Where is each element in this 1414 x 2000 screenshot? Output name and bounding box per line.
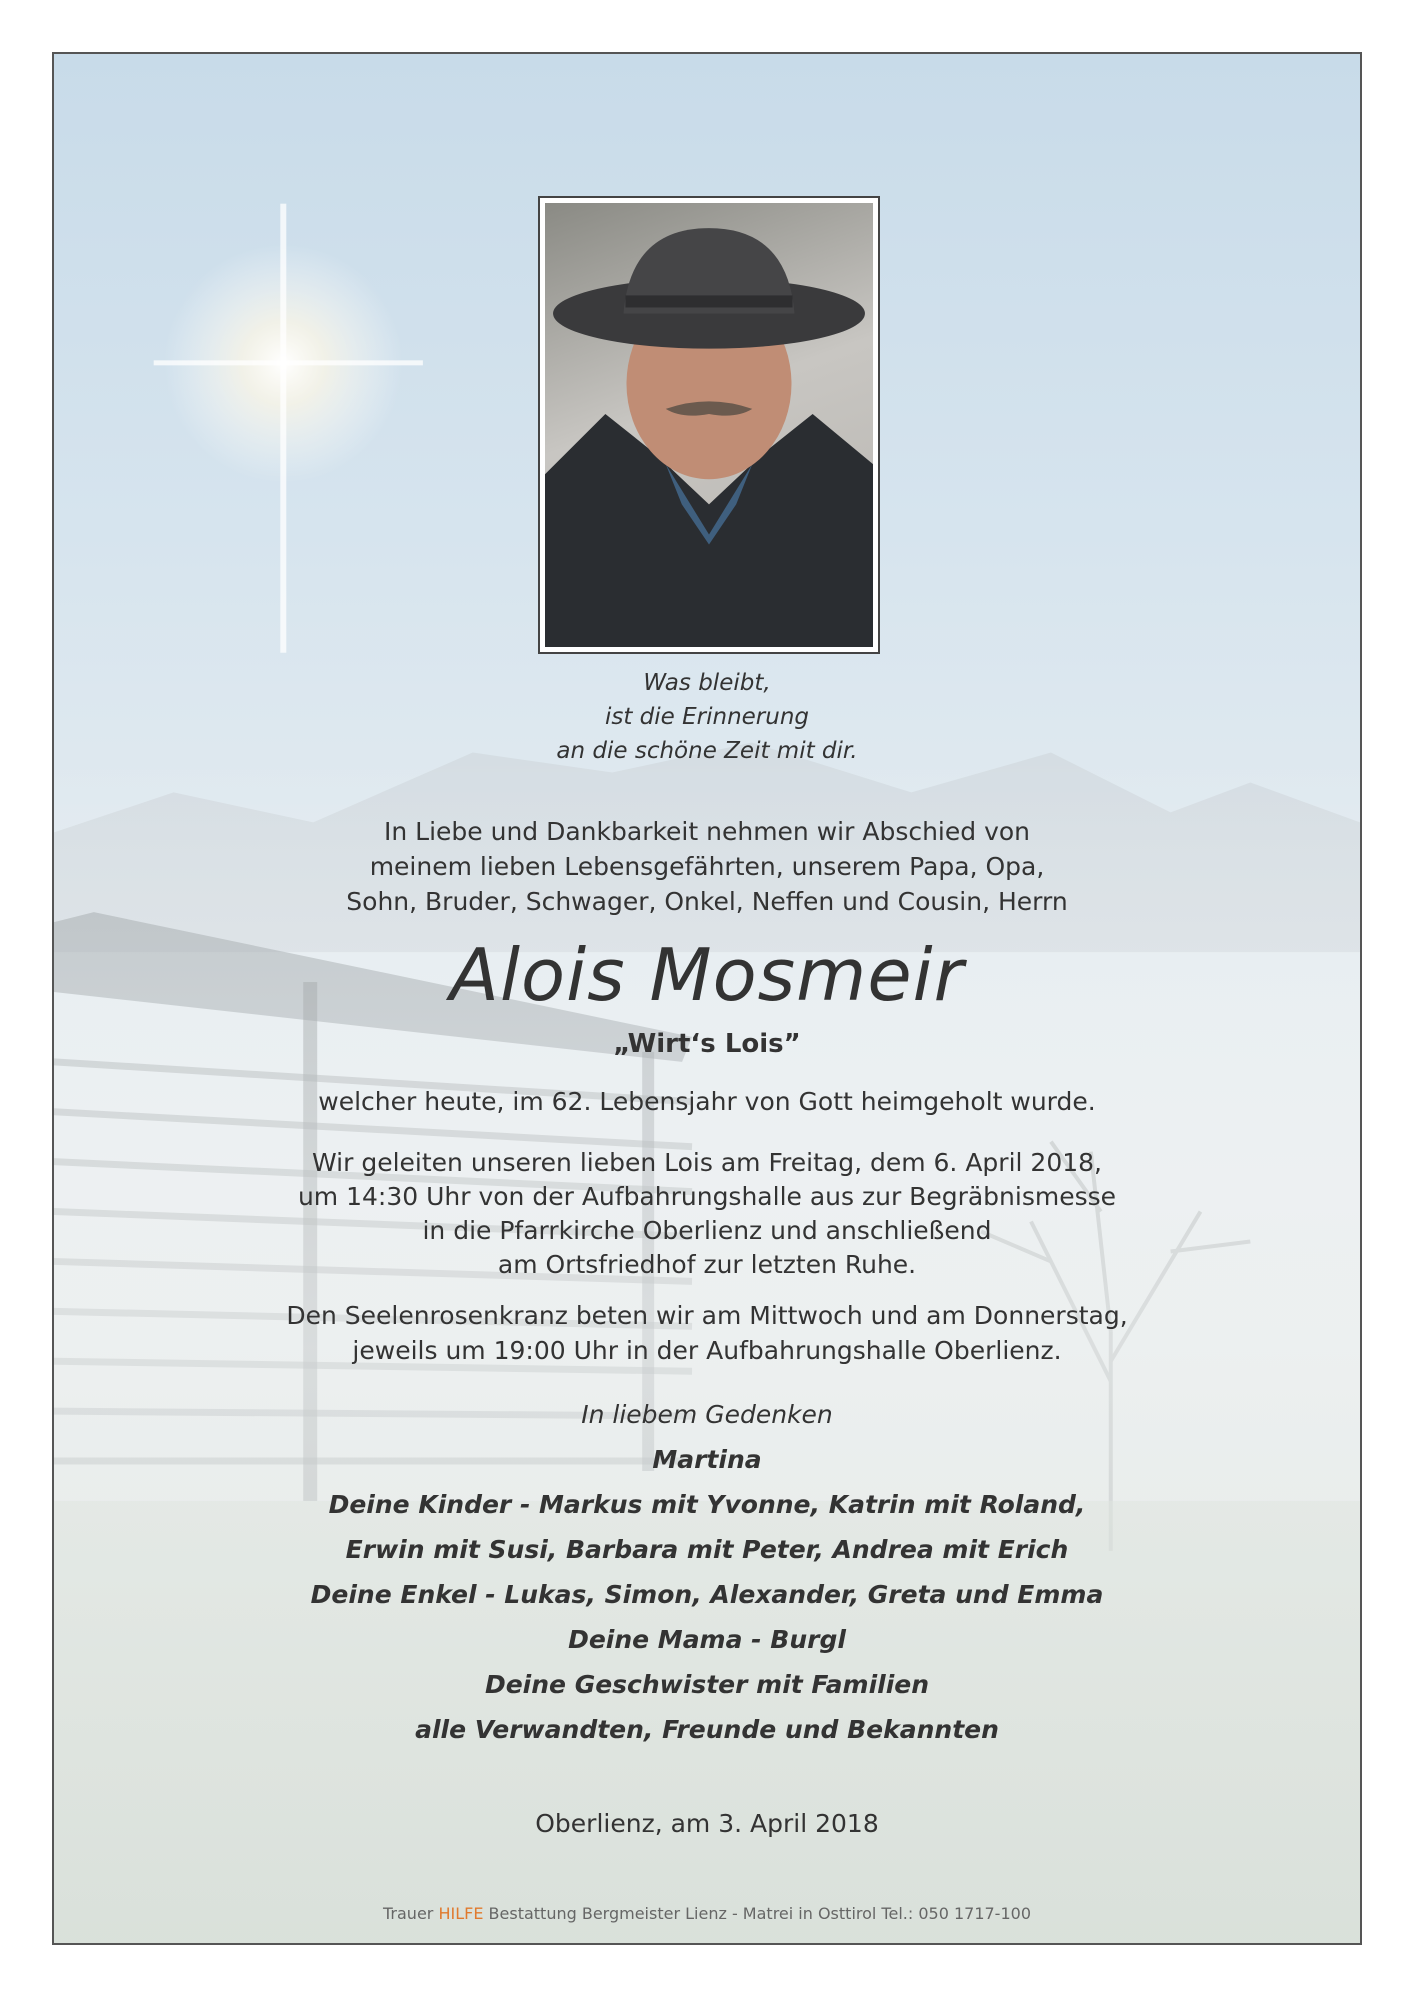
rosary-line: jeweils um 19:00 Uhr in der Aufbahrungshalle Oberlienz. — [352, 1336, 1062, 1365]
intro-line: meinem lieben Lebensgefährten, unserem Papa, Opa, — [369, 852, 1045, 881]
mourner-line: Erwin mit Susi, Barbara mit Peter, Andrea mit Erich — [345, 1535, 1069, 1564]
place-and-date: Oberlienz, am 3. April 2018 — [535, 1809, 879, 1838]
mourners-list — [54, 1392, 1360, 1752]
intro-line: In Liebe und Dankbarkeit nehmen wir Abschied von — [383, 817, 1031, 846]
memory-heading: In liebem Gedenken — [581, 1400, 833, 1429]
footer-trauer: Trauer — [383, 1904, 434, 1923]
rosary-line: Den Seelenrosenkranz beten wir am Mittwoch und am Donnerstag, — [286, 1301, 1128, 1330]
mourner-line: Deine Kinder - Markus mit Yvonne, Katrin mit Roland, — [328, 1490, 1086, 1519]
footer-hilfe-brand: HILFE — [438, 1904, 484, 1923]
hat-band — [625, 295, 792, 307]
funeral-line: um 14:30 Uhr von der Aufbahrungshalle aus zur Begräbnismesse — [297, 1182, 1117, 1211]
deceased-nickname: „Wirt‘s Lois” — [613, 1029, 801, 1059]
sun-cross-vertical — [280, 204, 286, 653]
deceased-name: Alois Mosmeir — [449, 933, 965, 1017]
footer-contact: Bestattung Bergmeister Lienz - Matrei in Osttirol Tel.: 050 1717-100 — [488, 1904, 1031, 1923]
rosary-details — [54, 1298, 1360, 1368]
portrait-figure — [545, 203, 873, 647]
funeral-line: am Ortsfriedhof zur letzten Ruhe. — [497, 1250, 917, 1279]
funeral-line: Wir geleiten unseren lieben Lois am Freitag, dem 6. April 2018, — [312, 1148, 1102, 1177]
funeral-details — [54, 1146, 1360, 1282]
intro-line: Sohn, Bruder, Schwager, Onkel, Neffen und Cousin, Herrn — [346, 887, 1068, 916]
quote-line: Was bleibt, — [643, 670, 771, 696]
funeral-line: in die Pfarrkirche Oberlienz und anschließend — [422, 1216, 992, 1245]
memorial-quote — [54, 666, 1360, 768]
quote-line: an die schöne Zeit mit dir. — [556, 738, 858, 764]
quote-line: ist die Erinnerung — [604, 704, 810, 730]
sun-cross-horizontal — [154, 360, 423, 365]
obituary-page — [52, 52, 1362, 1945]
mourner-line: Deine Enkel - Lukas, Simon, Alexander, Greta und Emma — [310, 1580, 1104, 1609]
funeral-home-footer — [54, 1902, 1360, 1926]
farewell-intro — [54, 814, 1360, 919]
mourner-line: Martina — [652, 1445, 762, 1474]
mourner-line: Deine Geschwister mit Familien — [484, 1670, 930, 1699]
portrait-photo — [545, 203, 873, 647]
mourner-line: Deine Mama - Burgl — [568, 1625, 846, 1654]
portrait-frame — [538, 196, 880, 654]
death-notice: welcher heute, im 62. Lebensjahr von Gott heimgeholt wurde. — [318, 1087, 1096, 1116]
mourner-line: alle Verwandten, Freunde und Bekannten — [415, 1715, 999, 1744]
